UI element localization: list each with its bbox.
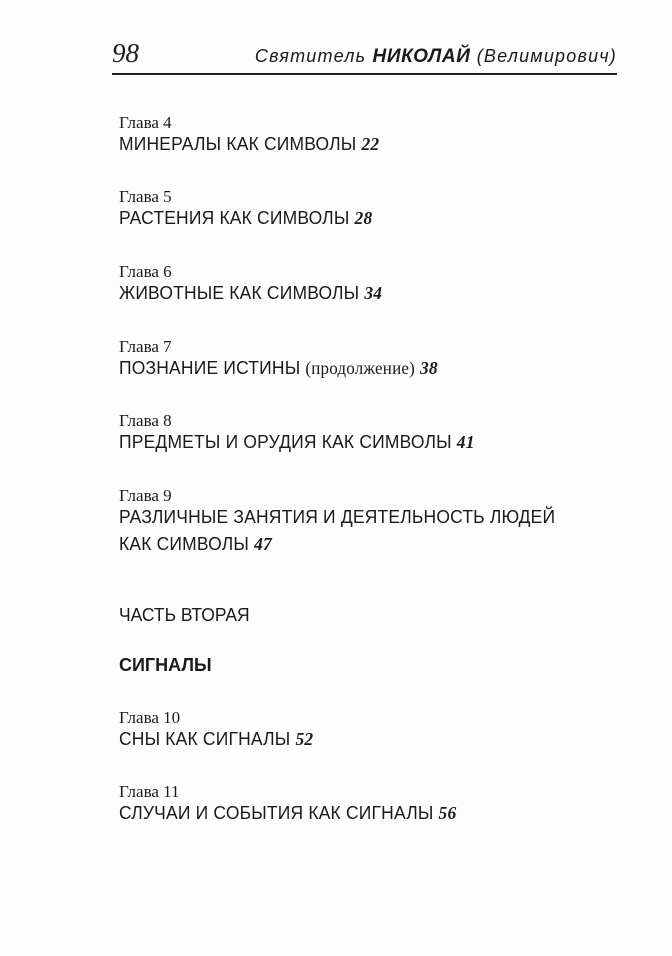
author-name: НИКОЛАЙ (372, 46, 471, 67)
chapter-title (119, 800, 456, 827)
chapter-label: Глава 9 (119, 486, 172, 505)
chapter-page-number: 52 (295, 729, 314, 749)
part-title: СИГНАЛЫ (119, 655, 212, 675)
chapter-label: Глава 11 (119, 782, 180, 801)
chapter-label: Глава 5 (119, 187, 172, 206)
chapter-title-text: МИНЕРАЛЫ КАК СИМВОЛЫ (119, 134, 357, 154)
chapter-title-text: ЖИВОТНЫЕ КАК СИМВОЛЫ (119, 283, 360, 303)
chapter-title (119, 726, 313, 753)
chapter-subtitle: (продолжение) (305, 358, 415, 378)
chapter-page-number: 28 (354, 208, 373, 228)
chapter-page-number: 47 (254, 534, 272, 554)
chapter-title (119, 131, 379, 158)
chapter-title-line1: РАЗЛИЧНЫЕ ЗАНЯТИЯ И ДЕЯТЕЛЬНОСТЬ ЛЮДЕЙ (119, 507, 556, 527)
chapter-label: Глава 7 (119, 337, 172, 356)
chapter-title (119, 280, 382, 307)
chapter-page-number: 22 (361, 134, 380, 154)
chapter-page-number: 38 (419, 358, 438, 378)
chapter-page-number: 34 (364, 283, 383, 303)
author-suffix: (Велимирович) (470, 46, 617, 66)
chapter-label: Глава 4 (119, 113, 172, 132)
page-number: 98 (112, 38, 139, 68)
header-rule (112, 73, 617, 75)
chapter-title-text: КАК СИМВОЛЫ (119, 534, 250, 554)
chapter-title-text: СНЫ КАК СИГНАЛЫ (119, 729, 291, 749)
chapter-title-text: ПРЕДМЕТЫ И ОРУДИЯ КАК СИМВОЛЫ (119, 432, 452, 452)
chapter-title-text: СЛУЧАИ И СОБЫТИЯ КАК СИГНАЛЫ (119, 803, 434, 823)
running-head-author (255, 45, 617, 68)
chapter-label: Глава 8 (119, 411, 172, 430)
part-label: ЧАСТЬ ВТОРАЯ (119, 605, 250, 625)
chapter-label: Глава 10 (119, 708, 181, 727)
chapter-title (119, 429, 475, 456)
chapter-page-number: 56 (438, 803, 457, 823)
chapter-title (119, 205, 372, 232)
chapter-label: Глава 6 (119, 262, 172, 281)
chapter-title-text: РАСТЕНИЯ КАК СИМВОЛЫ (119, 208, 350, 228)
running-header (112, 38, 617, 74)
chapter-title-line2 (119, 531, 272, 558)
chapter-title (119, 355, 438, 382)
chapter-title-text: ПОЗНАНИЕ ИСТИНЫ (119, 358, 301, 378)
chapter-page-number: 41 (456, 432, 475, 452)
author-prefix: Святитель (254, 46, 373, 66)
